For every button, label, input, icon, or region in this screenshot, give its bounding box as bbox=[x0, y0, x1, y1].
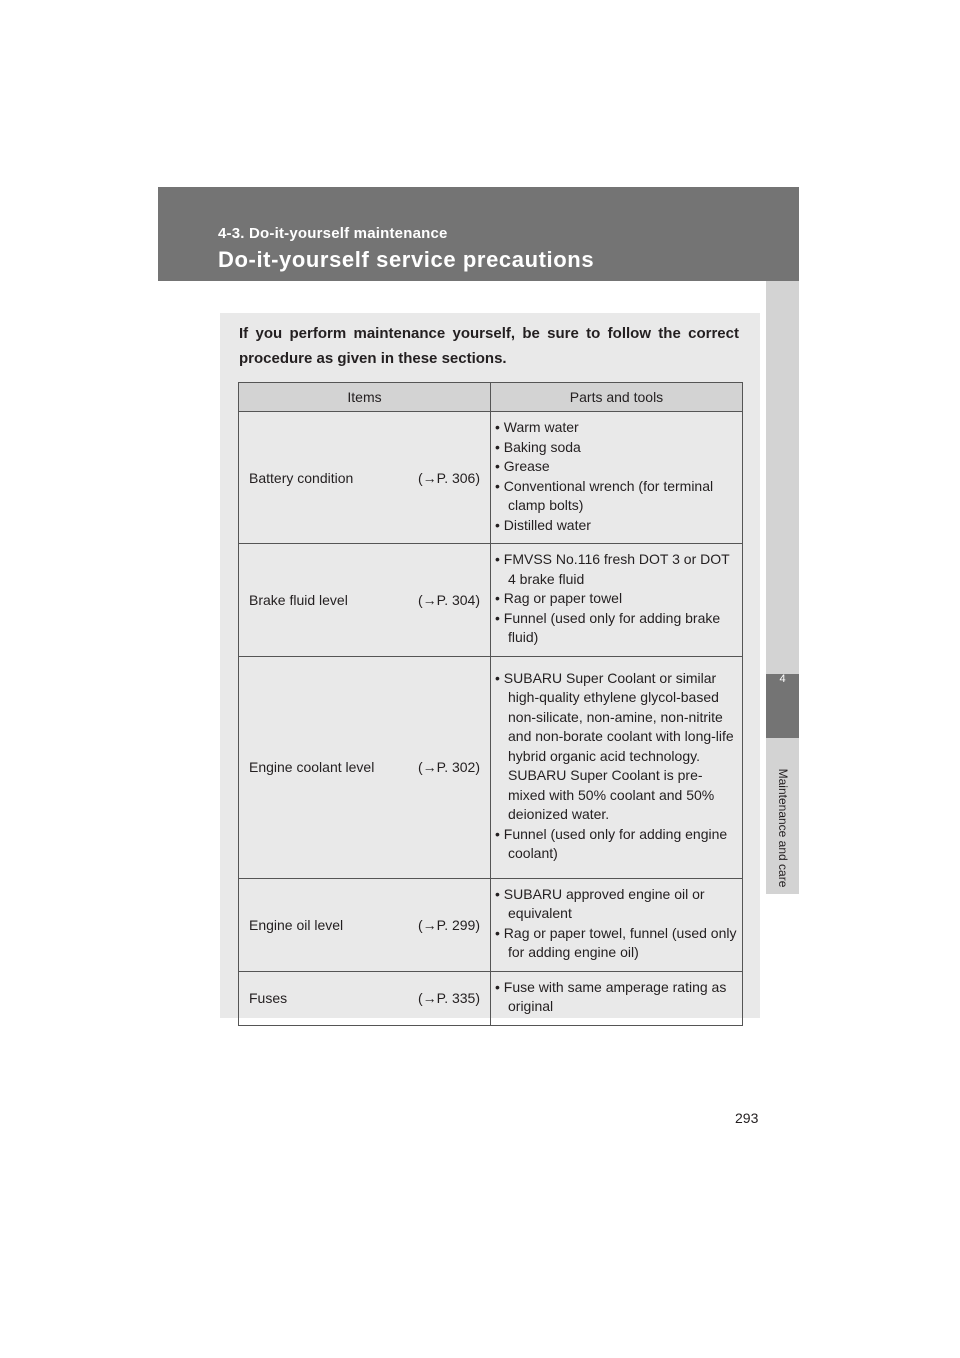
item-cell bbox=[239, 656, 491, 878]
table-row bbox=[239, 656, 743, 878]
item-cell bbox=[239, 878, 491, 971]
chapter-label: Maintenance and care bbox=[776, 768, 790, 888]
item-cell bbox=[239, 971, 491, 1025]
chapter-side-tab bbox=[766, 281, 799, 894]
tool-item: • Funnel (used only for adding engine coolant) bbox=[495, 825, 728, 861]
page-reference: (→P. 299) bbox=[418, 916, 480, 933]
table-row bbox=[239, 971, 743, 1025]
tool-item: • Fuse with same amperage rating as original bbox=[495, 978, 727, 1014]
page-reference: (→P. 302) bbox=[418, 759, 480, 775]
tools-cell bbox=[491, 544, 743, 657]
page-number: 293 bbox=[735, 1110, 759, 1126]
tool-item: • Grease bbox=[495, 458, 550, 474]
parts-table bbox=[238, 382, 743, 1026]
item-cell bbox=[239, 544, 491, 657]
table-row bbox=[239, 878, 743, 971]
item-name: Brake fluid level bbox=[249, 591, 348, 608]
page-reference: (→P. 335) bbox=[418, 990, 480, 1006]
tool-item: • SUBARU Super Coolant or similar high-quality ethylene glycol-based non-silicate, non-amine, non-nitrite and non-borate coolant with long-life hybrid organic acid technology. SUBARU Super Coolant is pre-mixed with 50% coolant and 50% deionized water. bbox=[495, 669, 734, 822]
table-row bbox=[239, 412, 743, 544]
tools-cell bbox=[491, 412, 743, 544]
tool-item: • Warm water bbox=[495, 419, 579, 435]
item-name: Fuses bbox=[249, 990, 288, 1006]
item-name: Engine coolant level bbox=[249, 759, 375, 775]
intro-text: If you perform maintenance yourself, be sure to follow the correct procedure as given in these sections. bbox=[239, 325, 739, 367]
tool-item: • Conventional wrench (for terminal clamp bolts) bbox=[495, 477, 714, 513]
tool-item: • Distilled water bbox=[495, 516, 591, 533]
tool-item: • Rag or paper towel bbox=[495, 590, 623, 606]
tool-item: • Baking soda bbox=[495, 438, 581, 455]
page-reference: (→P. 304) bbox=[418, 591, 480, 608]
table-header-row bbox=[239, 383, 743, 412]
chapter-number: 4 bbox=[766, 674, 799, 738]
table-row bbox=[239, 544, 743, 657]
section-label: 4-3. Do-it-yourself maintenance bbox=[218, 225, 448, 242]
tools-cell bbox=[491, 656, 743, 878]
tools-cell bbox=[491, 878, 743, 971]
item-name: Battery condition bbox=[249, 469, 354, 486]
tool-item: • SUBARU approved engine oil or equivalent bbox=[495, 885, 705, 921]
page-reference: (→P. 306) bbox=[418, 469, 480, 486]
info-box bbox=[220, 313, 760, 1018]
tool-item: • Funnel (used only for adding brake fluid) bbox=[495, 609, 721, 645]
tool-item: • FMVSS No.116 fresh DOT 3 or DOT 4 brake fluid bbox=[495, 551, 730, 587]
column-header-parts: Parts and tools bbox=[491, 383, 743, 412]
item-cell bbox=[239, 412, 491, 544]
tools-cell bbox=[491, 971, 743, 1025]
item-name: Engine oil level bbox=[249, 916, 344, 933]
page-header bbox=[158, 187, 799, 281]
tool-item: • Rag or paper towel, funnel (used only for adding engine oil) bbox=[495, 924, 737, 960]
column-header-items: Items bbox=[239, 383, 491, 412]
page-title: Do-it-yourself service precautions bbox=[218, 247, 595, 272]
